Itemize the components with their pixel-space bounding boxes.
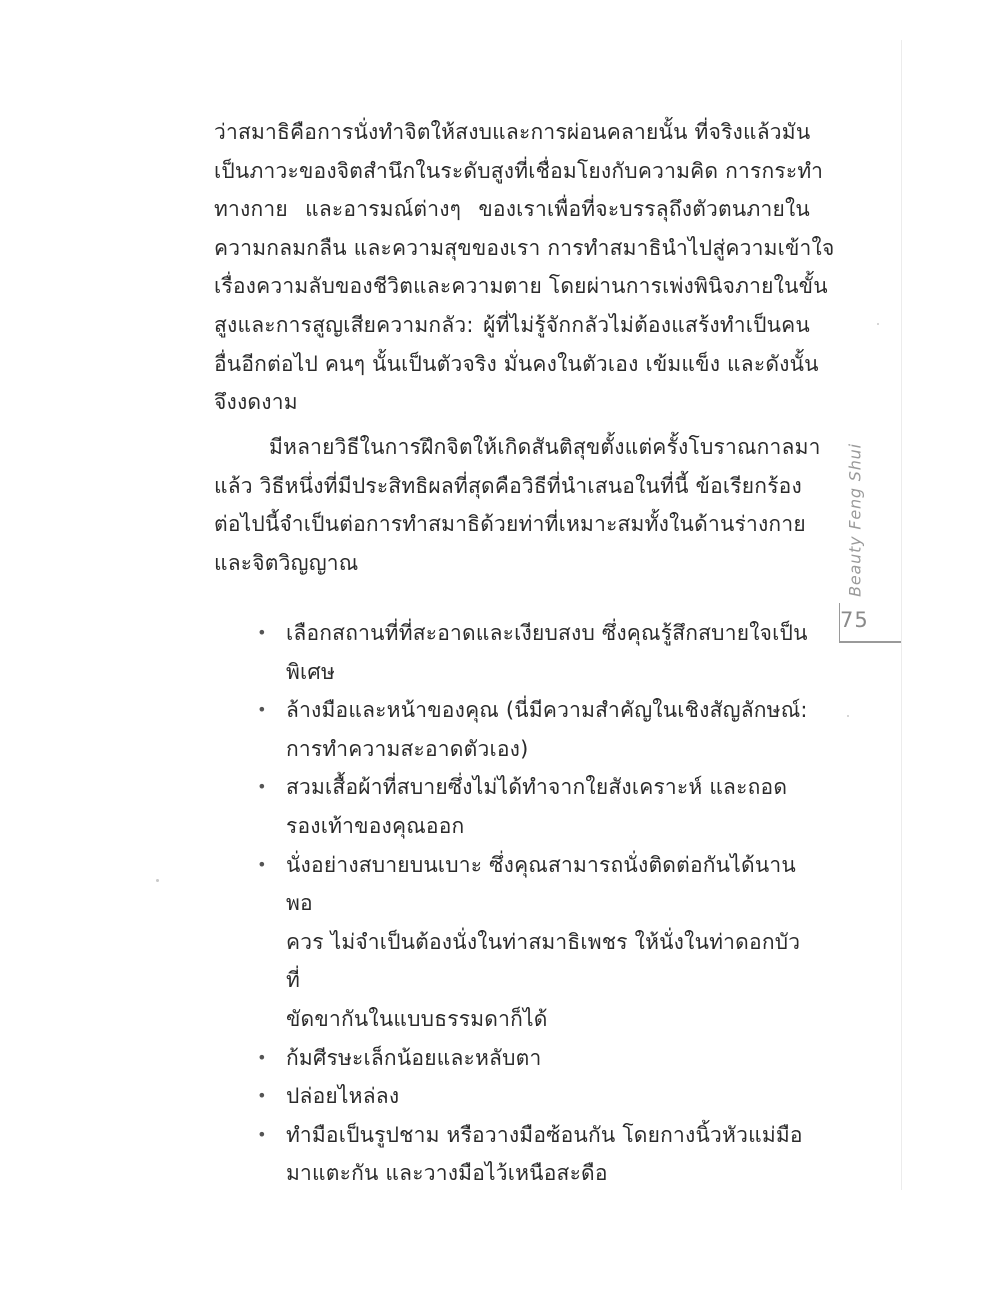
list-item-line: ก้มศีรษะเล็กน้อยและหลับตา (286, 1045, 542, 1070)
text-line: แล้ว วิธีหนึ่งที่มีประสิทธิผลที่สุดคือวิธีที่นำเสนอในที่นี้ ข้อเรียกร้อง (214, 473, 802, 498)
bullet-icon: • (257, 854, 267, 874)
list-item-line: เลือกสถานที่ที่สะอาดและเงียบสงบ ซึ่งคุณรู้สึกสบายใจเป็น (286, 621, 808, 645)
scan-speck (847, 715, 849, 717)
text-line: เป็นภาวะของจิตสำนึกในระดับสูงที่เชื่อมโยงกับความคิด การกระทำ (214, 158, 824, 183)
text-line: ทางกาย และอารมณ์ต่างๆ ของเราเพื่อที่จะบรรลุถึงตัวตนภายใน (214, 197, 810, 222)
page-number: 75 (840, 608, 869, 632)
running-title: Beauty Feng Shui (845, 443, 865, 597)
bullet-icon: • (257, 1124, 267, 1144)
page-edge-line (901, 40, 902, 1190)
page-number-underline (839, 641, 901, 643)
bullet-icon: • (257, 1047, 267, 1067)
list-item-line: ควร ไม่จำเป็นต้องนั่งในท่าสมาธิเพชร ให้นั่งในท่าดอกบัวที่ (286, 929, 801, 993)
list-item (250, 1077, 810, 1116)
text-line: อื่นอีกต่อไป คนๆ นั้นเป็นตัวจริง มั่นคงในตัวเอง เข้มแข็ง และดังนั้น (214, 351, 819, 376)
bullet-list (250, 614, 810, 1193)
list-item (250, 768, 810, 845)
list-item (250, 614, 810, 691)
paragraph-2 (214, 428, 821, 582)
list-item (250, 691, 810, 768)
list-item-line: รองเท้าของคุณออก (286, 813, 465, 838)
list-item-line: สวมเสื้อผ้าที่สบายซึ่งไม่ได้ทำจากใยสังเคราะห์ และถอด (286, 775, 788, 800)
list-item-line: ล้างมือและหน้าของคุณ (นี่มีความสำคัญในเชิงสัญลักษณ์: (286, 698, 808, 723)
text-line: เรื่องความลับของชีวิตและความตาย โดยผ่านการเพ่งพินิจภายในขั้น (214, 274, 828, 299)
scan-speck (877, 323, 879, 325)
bullet-icon: • (257, 777, 267, 797)
text-line: มีหลายวิธีในการฝึกจิตให้เกิดสันติสุขตั้งแต่ครั้งโบราณกาลมา (214, 435, 821, 459)
paragraph-1 (214, 113, 835, 422)
text-line: ความกลมกลืน และความสุขของเรา การทำสมาธินำไปสู่ความเข้าใจ (214, 235, 835, 260)
list-item-line: ทำมือเป็นรูปชาม หรือวางมือซ้อนกัน โดยกางนิ้วหัวแม่มือ (286, 1122, 803, 1147)
text-line: สูงและการสูญเสียความกลัว: ผู้ที่ไม่รู้จักกลัวไม่ต้องแสร้งทำเป็นคน (214, 312, 810, 337)
text-line: ต่อไปนี้จำเป็นต่อการทำสมาธิด้วยท่าที่เหมาะสมทั้งในด้านร่างกาย (214, 512, 806, 537)
text-line: จึงงดงาม (214, 390, 298, 415)
list-item (250, 846, 810, 1039)
list-item-line: ขัดขากันในแบบธรรมดาก็ได้ (286, 1006, 548, 1031)
list-item-line: มาแตะกัน และวางมือไว้เหนือสะดือ (286, 1161, 608, 1186)
bullet-icon: • (257, 700, 267, 720)
text-line: ว่าสมาธิคือการนั่งทำจิตให้สงบและการผ่อนคลายนั้น ที่จริงแล้วมัน (214, 120, 811, 144)
list-item-line: นั่งอย่างสบายบนเบาะ ซึ่งคุณสามารถนั่งติดต่อกันได้นานพอ (286, 852, 796, 916)
list-item (250, 1116, 810, 1193)
bullet-icon: • (257, 1086, 267, 1106)
list-item-line: ปล่อยไหล่ลง (286, 1084, 400, 1109)
text-line: และจิตวิญญาณ (214, 550, 359, 575)
bullet-icon: • (257, 623, 267, 642)
list-item (250, 1039, 810, 1078)
scan-speck (156, 879, 159, 882)
list-item-line: การทำความสะอาดตัวเอง) (286, 736, 529, 761)
list-item-line: พิเศษ (286, 659, 335, 684)
